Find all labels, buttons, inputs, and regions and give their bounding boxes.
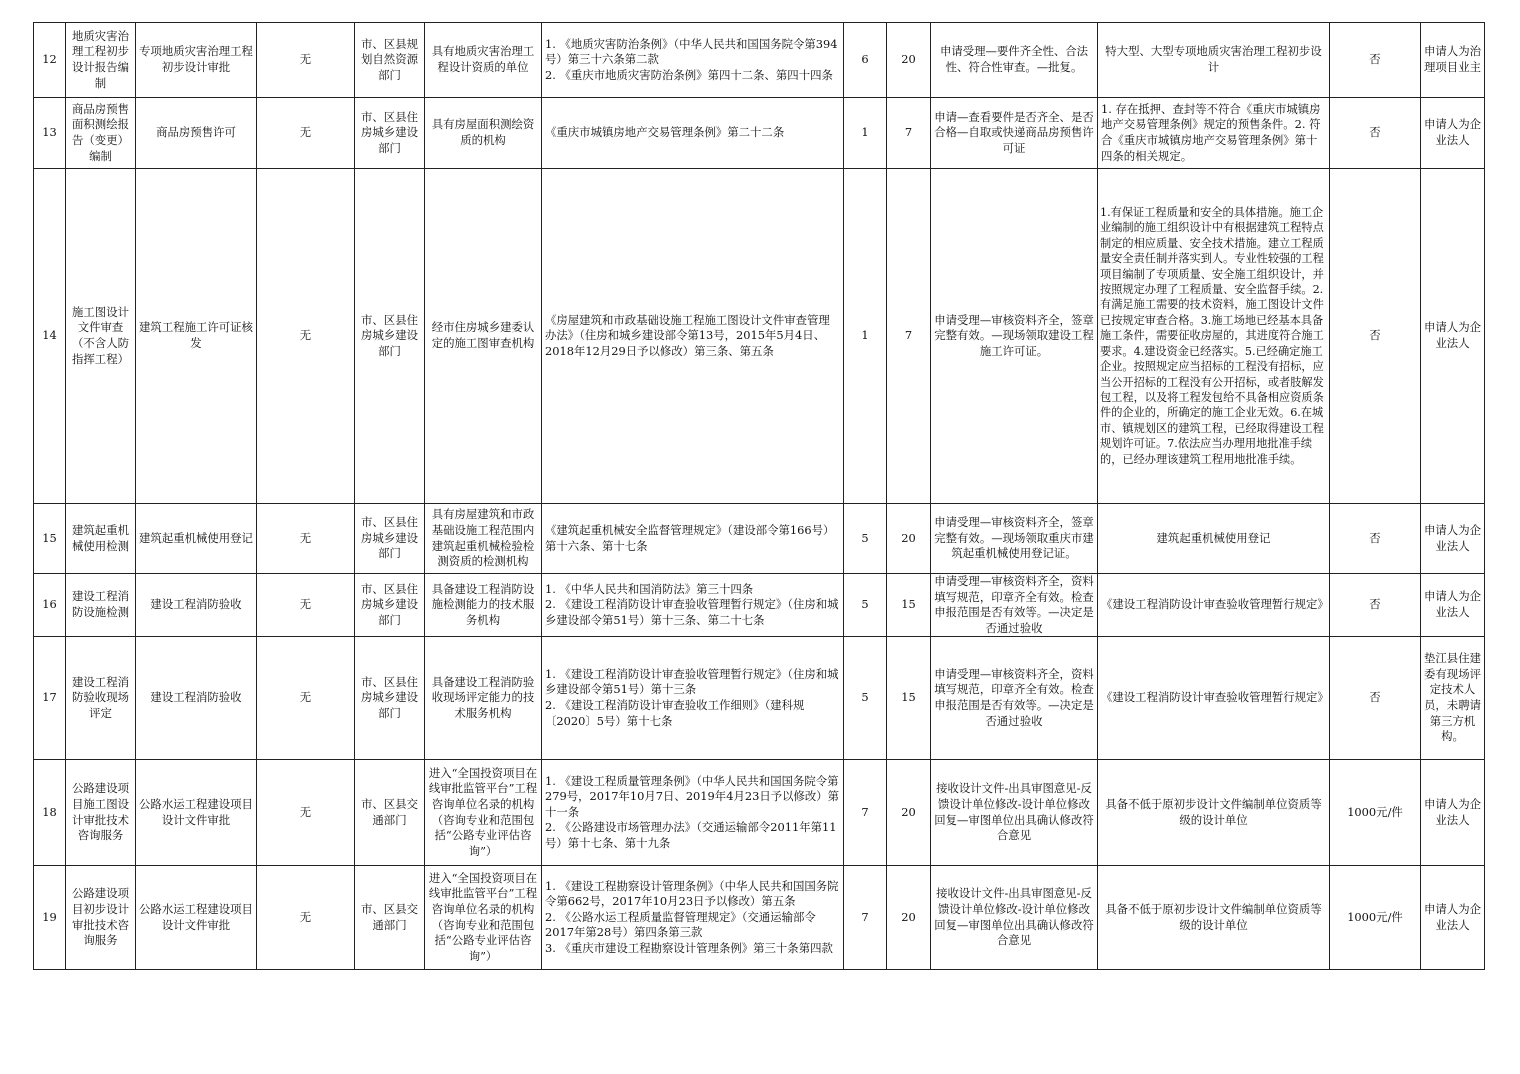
promised-days: 20	[887, 504, 931, 574]
legal-basis-cell	[542, 574, 844, 637]
promised-days: 20	[887, 23, 931, 98]
intermediary-item: 公路建设项目初步设计审批技术咨询服务	[66, 866, 136, 970]
requirements: 特大型、大型专项地质灾害治理工程初步设计	[1098, 23, 1330, 98]
intermediary-item: 地质灾害治理工程初步设计报告编制	[66, 23, 136, 98]
department: 市、区县住房城乡建设部门	[355, 169, 425, 504]
fee-basis: 无	[257, 504, 355, 574]
legal-days: 5	[844, 504, 887, 574]
process: 申请受理—审核资料齐全，资料填写规范，印章齐全有效。检查申报范围是否有效等。—决定是否通过验收	[934, 574, 1094, 635]
requirements: 1.有保证工程质量和安全的具体措施。施工企业编制的施工组织设计中有根据建筑工程特点制定的相应质量、安全技术措施。建立工程质量安全责任制并落实到人。专业性较强的工程项目编制了专项质量、安全施工组织设计，并按照规定办理了工程质量、安全监督手续。2.有满足施工需要的技术资料，施工图设计文件已按规定审查合格。3.施工场地已经基本具备施工条件，需要征收房屋的，其进度符合施工要求。4.建设资金已经落实。5.已经确定施工企业。按照规定应当招标的工程没有招标，应当公开招标的工程没有公开招标，或者肢解发包工程，以及将工程发包给不具备相应资质条件的企业的，所确定的施工企业无效。6.在城市、镇规划区的建筑工程，已经取得建设工程规划许可证。7.依法应当办理用地批准手续的，已经办理该建筑工程用地批准手续。	[1098, 169, 1330, 504]
requirements: 1. 存在抵押、查封等不符合《重庆市城镇房地产交易管理条例》规定的预售条件。2. 符合《重庆市城镇房地产交易管理条例》第十四条的相关规定。	[1098, 98, 1330, 169]
service-provider: 具备建设工程消防设施检测能力的技术服务机构	[425, 574, 542, 637]
requirements: 具备不低于原初步设计文件编制单位资质等级的设计单位	[1098, 866, 1330, 970]
service-provider-cell	[425, 504, 542, 574]
approval-item: 专项地质灾害治理工程初步设计审批	[136, 23, 257, 98]
promised-days: 7	[887, 169, 931, 504]
note: 申请人为企业法人	[1421, 169, 1485, 504]
approval-item: 公路水运工程建设项目设计文件审批	[136, 760, 257, 866]
requirements: 《建设工程消防设计审查验收管理暂行规定》	[1098, 574, 1330, 637]
department: 市、区县住房城乡建设部门	[355, 504, 425, 574]
table-row	[34, 504, 1485, 574]
intermediary-item: 公路建设项目施工图设计审批技术咨询服务	[66, 760, 136, 866]
row-number: 13	[34, 98, 66, 169]
table-row	[34, 169, 1485, 504]
row-number: 15	[34, 504, 66, 574]
intermediary-item: 建筑起重机械使用检测	[66, 504, 136, 574]
note: 申请人为企业法人	[1421, 574, 1485, 637]
promised-days: 7	[887, 98, 931, 169]
service-provider: 具有地质灾害治理工程设计资质的单位	[425, 23, 542, 98]
promised-days: 20	[887, 760, 931, 866]
note: 申请人为治理项目业主	[1421, 23, 1485, 98]
process: 申请—查看要件是否齐全、是否合格—自取或快递商品房预售许可证	[931, 98, 1098, 169]
row-number: 14	[34, 169, 66, 504]
table-row	[34, 760, 1485, 866]
intermediary-item: 建设工程消防设施检测	[66, 574, 136, 637]
legal-days: 5	[844, 574, 887, 637]
legal-days: 7	[844, 866, 887, 970]
legal-basis: 《房屋建筑和市政基础设施工程施工图设计文件审查管理办法》（住房和城乡建设部令第13号，2015年5月4日、2018年12月29日予以修改）第三条、第五条	[542, 169, 844, 504]
charge: 否	[1330, 504, 1421, 574]
legal-basis: 1. 《地质灾害防治条例》（中华人民共和国国务院令第394号）第三十六条第二款 2. 《重庆市地质灾害防治条例》第四十二条、第四十四条	[542, 23, 844, 98]
department: 市、区县住房城乡建设部门	[355, 574, 425, 637]
promised-days: 15	[887, 637, 931, 760]
fee-basis: 无	[257, 23, 355, 98]
fee-basis: 无	[257, 637, 355, 760]
approval-item: 建设工程消防验收	[136, 637, 257, 760]
note: 申请人为企业法人	[1421, 760, 1485, 866]
row-number: 17	[34, 637, 66, 760]
promised-days: 15	[887, 574, 931, 637]
service-provider: 经市住房城乡建委认定的施工图审查机构	[425, 169, 542, 504]
requirements: 《建设工程消防设计审查验收管理暂行规定》	[1098, 637, 1330, 760]
service-provider-cell	[425, 760, 542, 866]
process: 接收设计文件-出具审图意见-反馈设计单位修改-设计单位修改回复—审图单位出具确认修改符合意见	[931, 760, 1098, 866]
row-number: 18	[34, 760, 66, 866]
legal-days: 7	[844, 760, 887, 866]
table-row	[34, 637, 1485, 760]
approval-item: 建筑起重机械使用登记	[136, 504, 257, 574]
service-provider: 具有房屋面积测绘资质的机构	[425, 98, 542, 169]
legal-days: 1	[844, 169, 887, 504]
service-provider: 具备建设工程消防验收现场评定能力的技术服务机构	[425, 637, 542, 760]
service-provider: 进入“全国投资项目在线审批监管平台”工程咨询单位名录的机构（咨询专业和范围包括“公路专业评估咨询”）	[428, 870, 538, 963]
legal-basis: 《建筑起重机械安全监督管理规定》（建设部令第166号）第十六条、第十七条	[542, 504, 844, 574]
charge: 1000元/件	[1330, 866, 1421, 970]
service-table	[33, 22, 1485, 970]
table-row	[34, 866, 1485, 970]
intermediary-item: 商品房预售面积测绘报告（变更）编制	[66, 98, 136, 169]
intermediary-item: 建设工程消防验收现场评定	[66, 637, 136, 760]
legal-basis: 1. 《建设工程消防设计审查验收管理暂行规定》（住房和城乡建设部令第51号）第十三条 2. 《建设工程消防设计审查验收工作细则》（建科规〔2020〕5号）第十七条	[542, 637, 844, 760]
note: 申请人为企业法人	[1421, 866, 1485, 970]
service-provider: 具有房屋建筑和市政基础设施工程范围内建筑起重机械检验检测资质的检测机构	[431, 507, 535, 569]
row-number: 12	[34, 23, 66, 98]
row-number: 16	[34, 574, 66, 637]
note: 垫江县住建委有现场评定技术人员，未聘请第三方机构。	[1421, 637, 1485, 760]
department: 市、区县住房城乡建设部门	[355, 98, 425, 169]
note: 申请人为企业法人	[1421, 98, 1485, 169]
row-number: 19	[34, 866, 66, 970]
charge: 否	[1330, 23, 1421, 98]
process-cell	[931, 574, 1098, 637]
fee-basis: 无	[257, 169, 355, 504]
promised-days: 20	[887, 866, 931, 970]
intermediary-item: 施工图设计文件审查（不含人防指挥工程）	[66, 169, 136, 504]
department: 市、区县规划自然资源部门	[355, 23, 425, 98]
fee-basis: 无	[257, 866, 355, 970]
fee-basis: 无	[257, 760, 355, 866]
legal-basis: 1. 《中华人民共和国消防法》第三十四条 2. 《建设工程消防设计审查验收管理暂行规定》（住房和城乡建设部令第51号）第十三条、第二十七条	[545, 581, 839, 627]
process: 接收设计文件-出具审图意见-反馈设计单位修改-设计单位修改回复—审图单位出具确认修改符合意见	[931, 866, 1098, 970]
service-provider-cell	[425, 866, 542, 970]
table-row	[34, 574, 1485, 637]
fee-basis: 无	[257, 574, 355, 637]
process: 申请受理—要件齐全性、合法性、符合性审查。—批复。	[931, 23, 1098, 98]
legal-basis: 《重庆市城镇房地产交易管理条例》第二十二条	[542, 98, 844, 169]
process: 申请受理—审核资料齐全，签章完整有效。—现场领取建设工程施工许可证。	[931, 169, 1098, 504]
table-row	[34, 98, 1485, 169]
legal-days: 5	[844, 637, 887, 760]
legal-days: 6	[844, 23, 887, 98]
requirements: 具备不低于原初步设计文件编制单位资质等级的设计单位	[1098, 760, 1330, 866]
charge: 否	[1330, 574, 1421, 637]
approval-item: 建设工程消防验收	[136, 574, 257, 637]
department: 市、区县交通部门	[355, 866, 425, 970]
department: 市、区县交通部门	[355, 760, 425, 866]
charge: 否	[1330, 98, 1421, 169]
charge: 否	[1330, 169, 1421, 504]
table-body	[34, 23, 1485, 970]
note: 申请人为企业法人	[1421, 504, 1485, 574]
charge: 1000元/件	[1330, 760, 1421, 866]
legal-days: 1	[844, 98, 887, 169]
table-row	[34, 23, 1485, 98]
legal-basis-cell	[542, 866, 844, 970]
approval-item: 商品房预售许可	[136, 98, 257, 169]
legal-basis: 1. 《建设工程质量管理条例》（中华人民共和国国务院令第279号，2017年10月7日、2019年4月23日予以修改）第十一条 2. 《公路建设市场管理办法》（交通运输部令2011年第11号）第十七条、第十九条	[542, 760, 844, 866]
process: 申请受理—审核资料齐全，资料填写规范，印章齐全有效。检查申报范围是否有效等。—决定是否通过验收	[931, 637, 1098, 760]
approval-item: 建筑工程施工许可证核发	[136, 169, 257, 504]
service-provider: 进入“全国投资项目在线审批监管平台”工程咨询单位名录的机构（咨询专业和范围包括“公路专业评估咨询”）	[428, 765, 538, 858]
department: 市、区县住房城乡建设部门	[355, 637, 425, 760]
approval-item: 公路水运工程建设项目设计文件审批	[136, 866, 257, 970]
requirements: 建筑起重机械使用登记	[1098, 504, 1330, 574]
process: 申请受理—审核资料齐全，签章完整有效。—现场领取重庆市建筑起重机械使用登记证。	[931, 504, 1098, 574]
charge: 否	[1330, 637, 1421, 760]
fee-basis: 无	[257, 98, 355, 169]
legal-basis: 1. 《建设工程勘察设计管理条例》（中华人民共和国国务院令第662号，2017年10月23日予以修改）第五条 2. 《公路水运工程质量监督管理规定》（交通运输部令2017年第28号）第四条第三款 3. 《重庆市建设工程勘察设计管理条例》第三十条第四款	[545, 878, 839, 955]
